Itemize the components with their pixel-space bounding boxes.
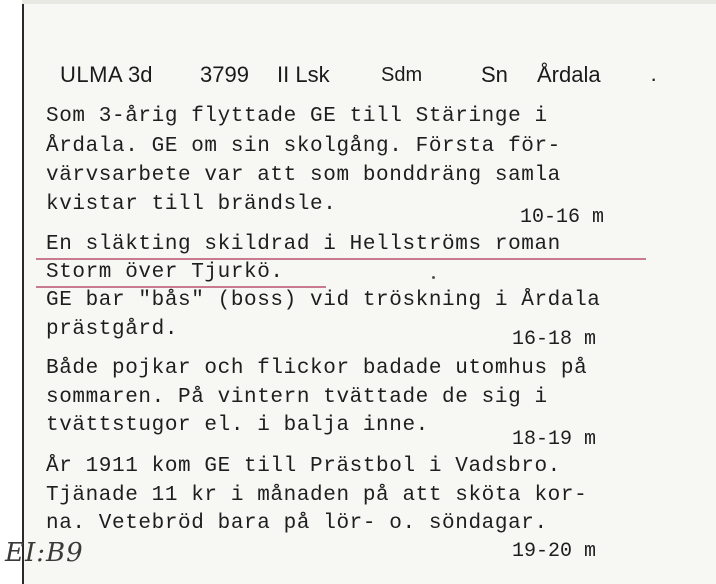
handwritten-mark: EI:B9 (5, 538, 84, 568)
text-line: sommaren. På vintern tvättade de sig i (46, 386, 548, 409)
text-line: Som 3-årig flyttade GE till Stäringe i (46, 105, 548, 128)
red-underline (36, 286, 326, 288)
archive-name: ULMA (60, 62, 124, 87)
parish-prefix: Sn (481, 62, 508, 87)
red-underline (36, 258, 646, 260)
parish-name: Årdala (537, 62, 601, 87)
text-line: Årdala. GE om sin skolgång. Första för- (46, 135, 561, 158)
age-range: 18-19 m (512, 428, 597, 451)
text-line: År 1911 kom GE till Prästbol i Vadsbro. (46, 455, 561, 478)
archive-code: 3d (128, 62, 153, 87)
region: Sdm (381, 64, 423, 86)
text-line: na. Vetebröd bara på lör- o. söndagar. (46, 512, 548, 535)
text-line: tvättstugor el. i balja inne. (46, 414, 429, 437)
text-line: Tjänade 11 kr i månaden på att sköta kor- (46, 484, 588, 507)
text-line: Storm över Tjurkö. (46, 261, 284, 284)
text-line: prästgård. (46, 318, 179, 341)
age-range: 10-16 m (520, 206, 605, 229)
record-number: 3799 (200, 62, 249, 87)
record-series: II Lsk (277, 62, 330, 87)
age-range: 16-18 m (512, 328, 597, 351)
text-line: GE bar "bås" (boss) vid tröskning i Årdala (46, 289, 601, 312)
text-line: kvistar till brändsle. (46, 193, 337, 216)
text-line: värvsarbete var att som bonddräng samla (46, 164, 561, 187)
text-line: En släkting skildrad i Hellströms roman (46, 233, 561, 256)
header-dot: · (650, 66, 658, 91)
age-range: 19-20 m (512, 540, 597, 563)
ink-dot (432, 276, 435, 279)
card-header (0, 62, 716, 96)
card-top-edge (22, 0, 716, 4)
text-line: Både pojkar och flickor badade utomhus på (46, 357, 588, 380)
